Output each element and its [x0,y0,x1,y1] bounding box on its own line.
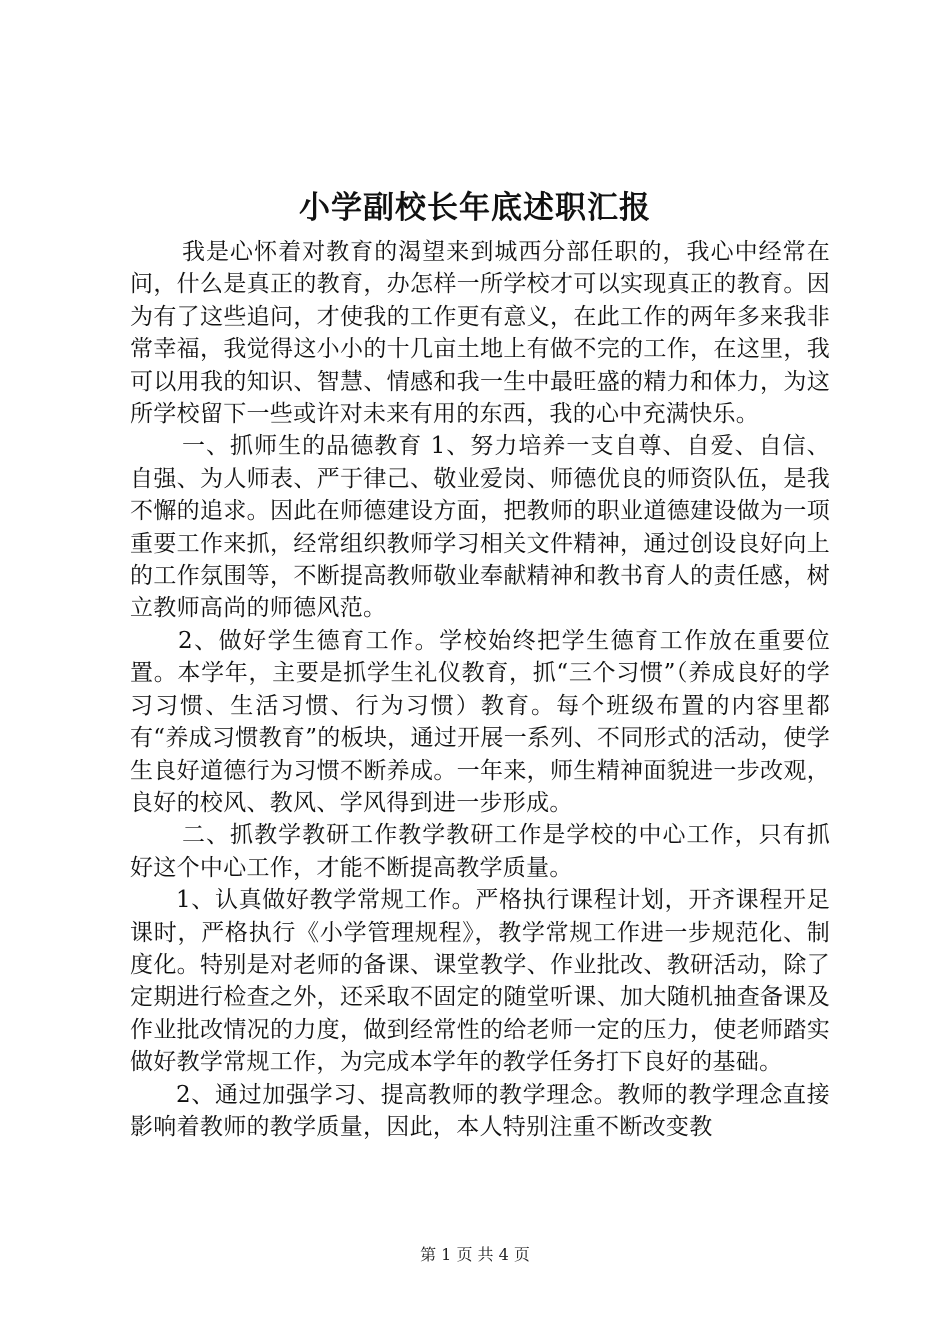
document-title: 小学副校长年底述职汇报 [299,190,651,226]
page-footer: 第 1 页 共 4 页 [420,1245,530,1264]
paragraph-teaching-concept: 2、通过加强学习、提高教师的教学理念。教师的教学理念直接影响着教师的教学质量，因此，本人特别注重不断改变教 [130,1081,830,1140]
paragraph-section-1: 一、抓师生的品德教育 1、努力培养一支自尊、自爱、自信、自强、为人师表、严于律己、敬业爱岗、师德优良的师资队伍，是我不懈的追求。因此在师德建设方面，把教师的职业道德建设做为一项重要工作来抓，经常组织教师学习相关文件精神，通过创设良好向上的工作氛围等，不断提高教师敬业奉献精神和教书育人的责任感，树立教师高尚的师德风范。 [130,433,830,622]
paragraph-intro: 我是心怀着对教育的渴望来到城西分部任职的，我心中经常在问，什么是真正的教育，办怎样一所学校才可以实现真正的教育。因为有了这些追问，才使我的工作更有意义，在此工作的两年多来我非常幸福，我觉得这小小的十几亩土地上有做不完的工作，在这里，我可以用我的知识、智慧、情感和我一生中最旺盛的精力和体力，为这所学校留下一些或许对未来有用的东西，我的心中充满快乐。 [130,239,830,428]
document-body [130,236,830,1143]
paragraph-section-2: 二、抓教学教研工作教学教研工作是学校的中心工作，只有抓好这个中心工作，才能不断提高教学质量。 [130,822,830,881]
paragraph-student-moral: 2、做好学生德育工作。学校始终把学生德育工作放在重要位置。本学年，主要是抓学生礼仪教育，抓“三个习惯”（养成良好的学习习惯、生活习惯、行为习惯）教育。每个班级布置的内容里都有“养成习惯教育”的板块，通过开展一系列、不同形式的活动，使学生良好道德行为习惯不断养成。一年来，师生精神面貌进一步改观，良好的校风、教风、学风得到进一步形成。 [130,627,830,816]
paragraph-teaching-routine: 1、认真做好教学常规工作。严格执行课程计划，开齐课程开足课时，严格执行《小学管理规程》，教学常规工作进一步规范化、制度化。特别是对老师的备课、课堂教学、作业批改、教研活动，除了定期进行检查之外，还采取不固定的随堂听课、加大随机抽查备课及作业批改情况的力度，做到经常性的给老师一定的压力，使老师踏实做好教学常规工作，为完成本学年的教学任务打下良好的基础。 [130,887,830,1076]
